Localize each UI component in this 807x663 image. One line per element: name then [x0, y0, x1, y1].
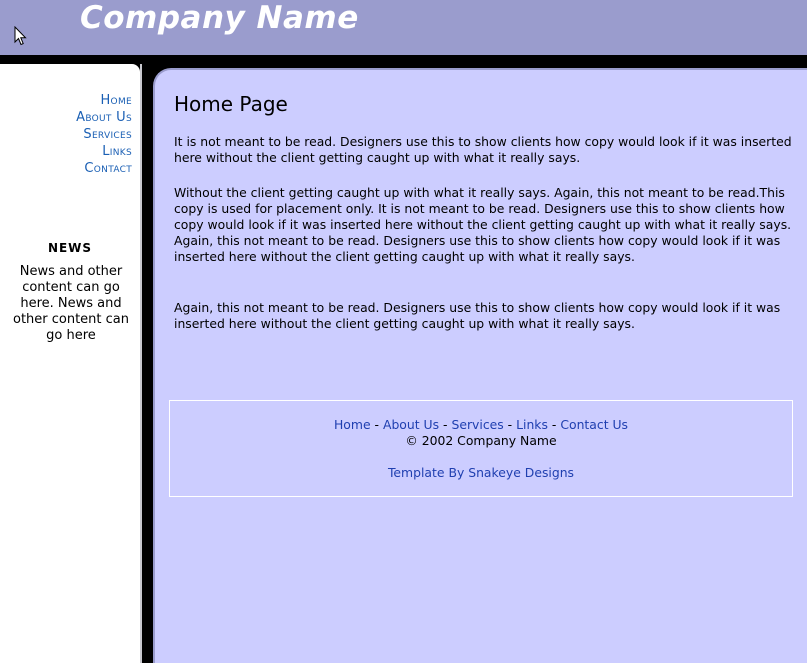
body-paragraph-1: It is not meant to be read. Designers use this to show clients how copy would look if it was inserted here without the client getting caught up with what it really says.	[174, 134, 792, 165]
news-heading: NEWS	[47, 241, 93, 255]
template-credit-link[interactable]: Template By Snakeye Designs	[387, 465, 575, 480]
body-paragraph-2: Without the client getting caught up with what it really says. Again, this not meant to be read.This copy is used for placement only. It is not meant to be read. Designers use this to show clients how copy would look if it was inserted here without the client getting caught up with what it really says. Again, this not meant to be read. Designers use this to show clients how copy would look if it was inserted here without the client getting caught up with what it really says.	[174, 185, 792, 264]
sidebar-nav	[76, 92, 132, 177]
nav-link-services[interactable]: Services	[83, 127, 132, 142]
footer-link-about-us[interactable]: About Us	[382, 417, 440, 432]
news-body: News and other content can go here. News and other content can go here	[12, 264, 130, 343]
footer-separator: -	[507, 417, 513, 432]
template-credit	[169, 465, 793, 481]
nav-link-links[interactable]: Links	[102, 144, 132, 159]
site-title: Company Name	[80, 0, 359, 36]
footer-link-contact-us[interactable]: Contact Us	[560, 417, 629, 432]
page-title: Home Page	[174, 92, 288, 116]
nav-link-contact[interactable]: Contact	[84, 161, 132, 176]
copyright-notice: © 2002 Company Name	[405, 433, 557, 448]
footer-link-links[interactable]: Links	[516, 417, 548, 432]
sidebar-edge	[140, 64, 142, 663]
nav-link-about-us[interactable]: About Us	[76, 110, 132, 125]
footer-links	[169, 417, 793, 433]
footer-link-home[interactable]: Home	[333, 417, 371, 432]
mouse-pointer-icon	[14, 26, 27, 46]
footer-link-services[interactable]: Services	[451, 417, 504, 432]
footer-separator: -	[443, 417, 448, 432]
body-paragraph-3: Again, this not meant to be read. Designers use this to show clients how copy would look if it was inserted here without the client getting caught up with what it really says.	[174, 300, 781, 331]
header-bar	[0, 0, 807, 55]
nav-link-home[interactable]: Home	[100, 93, 132, 108]
footer-separator: -	[374, 417, 380, 432]
footer-separator: -	[551, 417, 557, 432]
